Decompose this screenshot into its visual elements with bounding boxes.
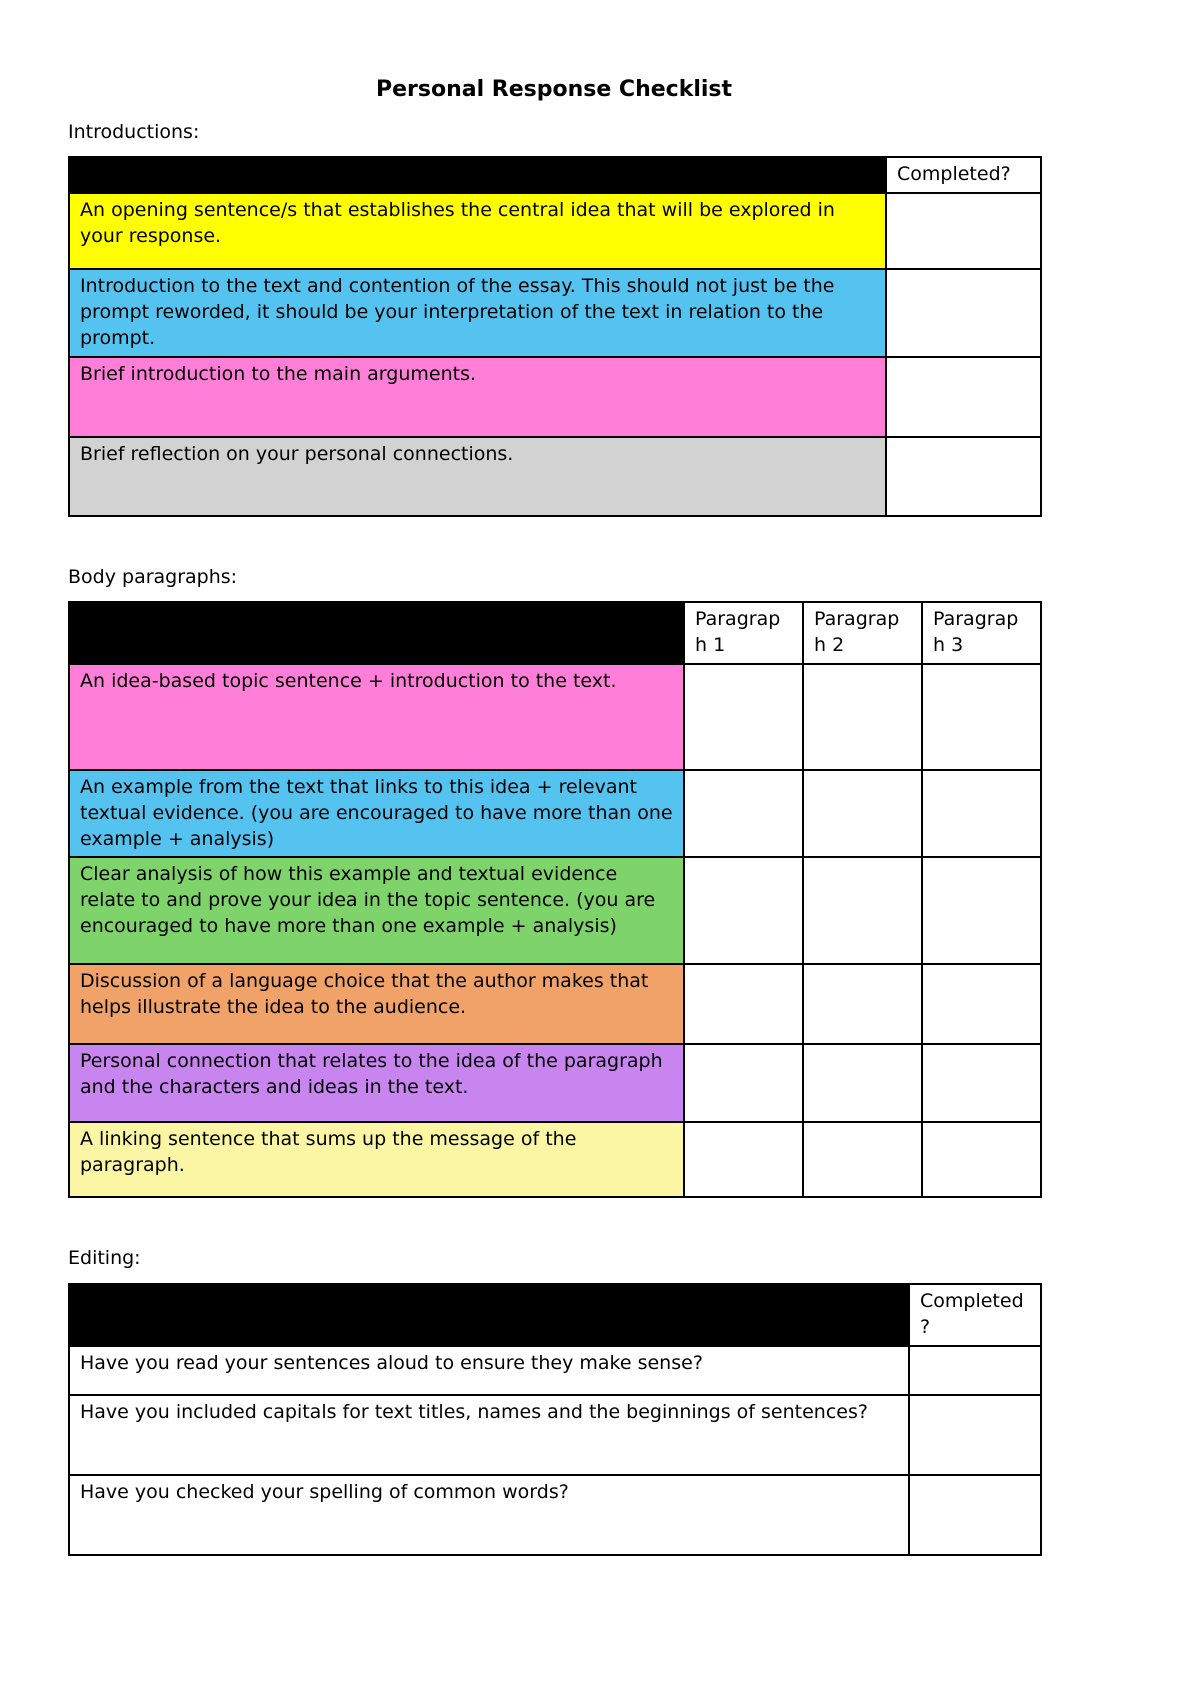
- paragraph-1-header: Paragraph 1: [684, 602, 803, 664]
- body-row1-paragraph2-cell[interactable]: [803, 664, 922, 770]
- body-row1-paragraph1-cell[interactable]: [684, 664, 803, 770]
- body-row1-paragraph3-cell[interactable]: [922, 664, 1041, 770]
- body-row2-paragraph1-cell[interactable]: [684, 770, 803, 857]
- table-row: [69, 437, 1041, 516]
- editing-item-capitals: Have you included capitals for text titles, names and the beginnings of sentences?: [69, 1395, 909, 1475]
- table-row: [69, 193, 1041, 269]
- table-row: [69, 664, 1041, 770]
- editing-table: [68, 1283, 1042, 1556]
- introductions-label: Introductions:: [68, 120, 200, 143]
- body-item-topic-sentence: An idea-based topic sentence + introduction to the text.: [69, 664, 684, 770]
- body-item-personal-connection: Personal connection that relates to the idea of the paragraph and the characters and ideas in the text.: [69, 1044, 684, 1122]
- body-row5-paragraph2-cell[interactable]: [803, 1044, 922, 1122]
- table-row: [69, 1044, 1041, 1122]
- body-row3-paragraph2-cell[interactable]: [803, 857, 922, 964]
- body-row5-paragraph1-cell[interactable]: [684, 1044, 803, 1122]
- body-item-linking-sentence: A linking sentence that sums up the message of the paragraph.: [69, 1122, 684, 1197]
- editing-label: Editing:: [68, 1247, 141, 1270]
- table-row: [69, 857, 1041, 964]
- intro-completed-cell-4[interactable]: [886, 437, 1041, 516]
- body-paragraphs-label: Body paragraphs:: [68, 565, 238, 588]
- body-row2-paragraph3-cell[interactable]: [922, 770, 1041, 857]
- table-row: [69, 1475, 1041, 1555]
- intro-item-opening-sentence: An opening sentence/s that establishes the central idea that will be explored in your response.: [69, 193, 886, 269]
- body-row6-paragraph1-cell[interactable]: [684, 1122, 803, 1197]
- table-row: [69, 357, 1041, 437]
- editing-completed-cell-2[interactable]: [909, 1395, 1041, 1475]
- page-title: Personal Response Checklist: [375, 77, 733, 102]
- body-paragraphs-table: [68, 601, 1042, 1198]
- editing-item-read-aloud: Have you read your sentences aloud to ensure they make sense?: [69, 1346, 909, 1395]
- editing-completed-cell-1[interactable]: [909, 1346, 1041, 1395]
- table-row: [69, 770, 1041, 857]
- table-row: [69, 1346, 1041, 1395]
- body-row6-paragraph2-cell[interactable]: [803, 1122, 922, 1197]
- body-row3-paragraph3-cell[interactable]: [922, 857, 1041, 964]
- intro-completed-cell-2[interactable]: [886, 269, 1041, 356]
- body-row6-paragraph3-cell[interactable]: [922, 1122, 1041, 1197]
- body-paragraphs-header-spacer: [69, 602, 684, 664]
- body-row3-paragraph1-cell[interactable]: [684, 857, 803, 964]
- introductions-table: [68, 156, 1042, 516]
- body-paragraphs-header-row: [69, 602, 1041, 664]
- paragraph-2-header: Paragraph 2: [803, 602, 922, 664]
- introductions-header-spacer: [69, 157, 886, 193]
- introductions-header-row: [69, 157, 1041, 193]
- editing-completed-cell-3[interactable]: [909, 1475, 1041, 1555]
- body-row4-paragraph1-cell[interactable]: [684, 964, 803, 1044]
- paragraph-3-header: Paragraph 3: [922, 602, 1041, 664]
- intro-completed-cell-1[interactable]: [886, 193, 1041, 269]
- body-row2-paragraph2-cell[interactable]: [803, 770, 922, 857]
- editing-item-spelling: Have you checked your spelling of common words?: [69, 1475, 909, 1555]
- intro-item-main-arguments: Brief introduction to the main arguments.: [69, 357, 886, 437]
- editing-completed-header: Completed?: [909, 1284, 1041, 1346]
- table-row: [69, 1395, 1041, 1475]
- table-row: [69, 269, 1041, 356]
- table-row: [69, 1122, 1041, 1197]
- editing-header-spacer: [69, 1284, 909, 1346]
- table-row: [69, 964, 1041, 1044]
- body-item-language-choice: Discussion of a language choice that the author makes that helps illustrate the idea to the audience.: [69, 964, 684, 1044]
- body-item-example-evidence: An example from the text that links to this idea + relevant textual evidence. (you are encouraged to have more than one example + analysis): [69, 770, 684, 857]
- body-item-clear-analysis: Clear analysis of how this example and textual evidence relate to and prove your idea in the topic sentence. (you are encouraged to have more than one example + analysis): [69, 857, 684, 964]
- body-row4-paragraph3-cell[interactable]: [922, 964, 1041, 1044]
- intro-item-personal-connections: Brief reflection on your personal connections.: [69, 437, 886, 516]
- document-content: [68, 76, 1040, 1556]
- editing-header-row: [69, 1284, 1041, 1346]
- intro-completed-cell-3[interactable]: [886, 357, 1041, 437]
- body-row4-paragraph2-cell[interactable]: [803, 964, 922, 1044]
- intro-item-text-contention: Introduction to the text and contention of the essay. This should not just be the prompt reworded, it should be your interpretation of the text in relation to the prompt.: [69, 269, 886, 356]
- introductions-completed-header: Completed?: [886, 157, 1041, 193]
- body-row5-paragraph3-cell[interactable]: [922, 1044, 1041, 1122]
